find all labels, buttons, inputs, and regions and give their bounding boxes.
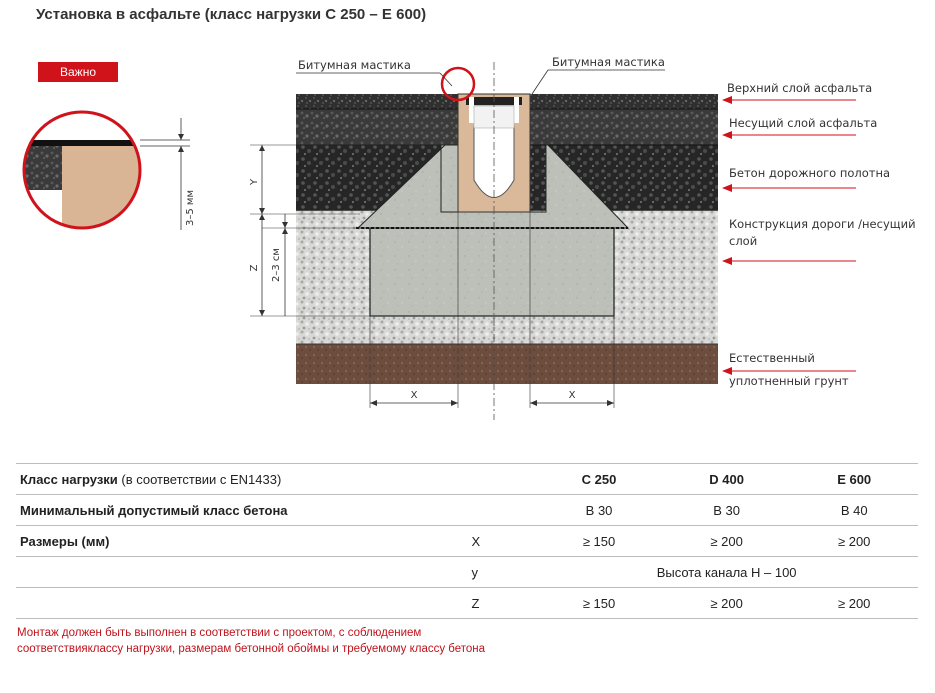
bitumen-label-right: Битумная мастика	[552, 55, 665, 69]
header-label-note: (в соответствии с EN1433)	[117, 471, 282, 487]
dim-x-left-label: X	[410, 390, 418, 401]
row-sub-label: X	[467, 526, 535, 557]
dim-depth-label: 2–3 см	[271, 248, 282, 282]
cell-d400: ≥ 200	[663, 526, 791, 557]
layer-label-top-asphalt: Верхний слой асфальта	[727, 81, 873, 95]
dim-z-label: Z	[249, 264, 260, 272]
dimension-3-5mm: 3–5 мм	[185, 190, 196, 226]
important-badge: Важно	[38, 62, 118, 82]
layer-label-road-concrete: Бетон дорожного полотна	[729, 166, 891, 180]
cell-d400: B 30	[663, 495, 791, 526]
cell-e600: B 40	[790, 495, 918, 526]
table-row	[16, 588, 918, 619]
layer-labels	[722, 81, 916, 388]
row-label: Размеры (мм)	[16, 526, 467, 557]
cell-span: Высота канала H – 100	[535, 557, 918, 588]
layer-label-soil-line2: уплотненный грунт	[729, 374, 849, 388]
row-sub-label: Z	[467, 588, 535, 619]
cell-e600: ≥ 200	[790, 526, 918, 557]
cell-e600: ≥ 200	[790, 588, 918, 619]
header-d400: D 400	[663, 464, 791, 495]
header-label: Класс нагрузки	[20, 471, 118, 487]
dim-h-label: H	[535, 168, 546, 176]
cell-c250: ≥ 150	[535, 588, 663, 619]
dim-x-right-label: X	[568, 390, 576, 401]
load-class-table	[16, 463, 918, 619]
row-sub-label: y	[467, 557, 535, 588]
table-row	[16, 557, 918, 588]
cell-d400: ≥ 200	[663, 588, 791, 619]
row-label: Минимальный допустимый класс бетона	[16, 495, 467, 526]
cell-c250: B 30	[535, 495, 663, 526]
dim-y-label: Y	[249, 178, 260, 186]
layer-label-road-base-line2: слой	[729, 234, 758, 248]
bitumen-label-left: Битумная мастика	[298, 58, 411, 72]
table-row	[16, 495, 918, 526]
header-c250: C 250	[535, 464, 663, 495]
installation-note: Монтаж должен быть выполнен в соответствии с проектом, с соблюдением соответствияклассу нагрузки, размерам бетонной обоймы и требуемому классу бетона	[17, 627, 486, 655]
header-e600: E 600	[790, 464, 918, 495]
layer-label-soil-line1: Естественный	[729, 351, 815, 365]
table-header-row	[16, 464, 918, 495]
layer-label-base-asphalt: Несущий слой асфальта	[729, 116, 878, 130]
detail-zoom	[20, 110, 196, 240]
cell-c250: ≥ 150	[535, 526, 663, 557]
page-title: Установка в асфальте (класс нагрузки С 250 – Е 600)	[36, 6, 427, 23]
table-row	[16, 526, 918, 557]
layer-label-road-base-line1: Конструкция дороги /несущий	[729, 217, 916, 231]
